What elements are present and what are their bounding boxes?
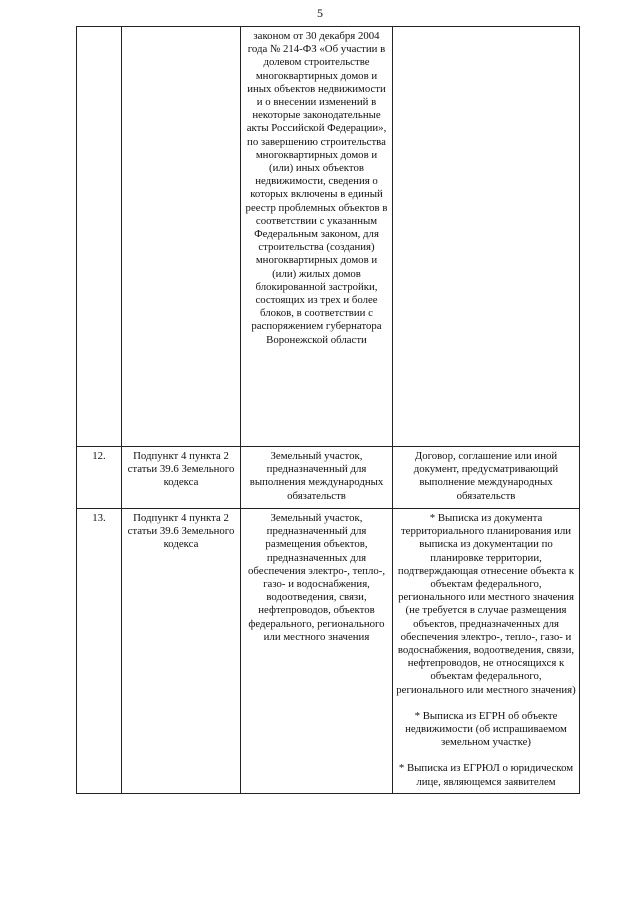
land-purpose-cell: Земельный участок, предназначенный для размещения объектов, предназначенных для обеспечения электро-, тепло-, газо- и водоснабжения, водоотведения, связи, нефтепроводов, объектов федерального, регионального или местного значения bbox=[241, 509, 393, 794]
table-row bbox=[77, 509, 580, 794]
documents-cell bbox=[393, 447, 580, 509]
requirements-table bbox=[76, 26, 580, 794]
document-item: * Выписка из ЕГРН об объекте недвижимости (об испрашиваемом земельном участке) bbox=[405, 709, 567, 749]
land-purpose-cell: законом от 30 декабря 2004 года № 214-ФЗ «Об участии в долевом строительстве многоквартирных домов и иных объектов недвижимости и о внесении изменений в некоторые законодательные акты Российской Федерации», по завершению строительства многоквартирных домов и (или) иных объектов недвижимости, сведения о которых включены в единый реестр проблемных объектов в соответствии с указанным Федеральным законом, для строительства (создания) многоквартирных домов и (или) жилых домов блокированной застройки, состоящих из трех и более блоков, в соответствии с распоряжением губернатора Воронежской области bbox=[241, 27, 393, 447]
page-number: 5 bbox=[317, 6, 323, 20]
documents-cell bbox=[393, 509, 580, 794]
document-item: * Выписка из ЕГРЮЛ о юридическом лице, являющемся заявителем bbox=[398, 762, 574, 788]
legal-basis-cell: Подпункт 4 пункта 2 статьи 39.6 Земельного кодекса bbox=[122, 447, 241, 509]
documents-cell bbox=[393, 27, 580, 447]
legal-basis-cell: Подпункт 4 пункта 2 статьи 39.6 Земельного кодекса bbox=[122, 509, 241, 794]
row-number bbox=[77, 27, 122, 447]
table-row bbox=[77, 447, 580, 509]
row-number: 12. bbox=[77, 447, 122, 509]
land-purpose-cell: Земельный участок, предназначенный для выполнения международных обязательств bbox=[241, 447, 393, 509]
document-item: * Выписка из документа территориального планирования или выписка из документации по планировке территории, подтверждающая отнесение объекта к объектам федерального, регионального или местного значения (не требуется в случае размещения объектов, предназначенных для обеспечения электро-, тепло-, газо- и водоснабжения, водоотведения, связи, нефтепроводов, не относящихся к объектам федерального, регионального или местного значения) bbox=[396, 512, 576, 696]
document-item: Договор, соглашение или иной документ, предусматривающий выполнение международных обязательств bbox=[413, 450, 559, 502]
table-row bbox=[77, 27, 580, 447]
row-number: 13. bbox=[77, 509, 122, 794]
legal-basis-cell bbox=[122, 27, 241, 447]
